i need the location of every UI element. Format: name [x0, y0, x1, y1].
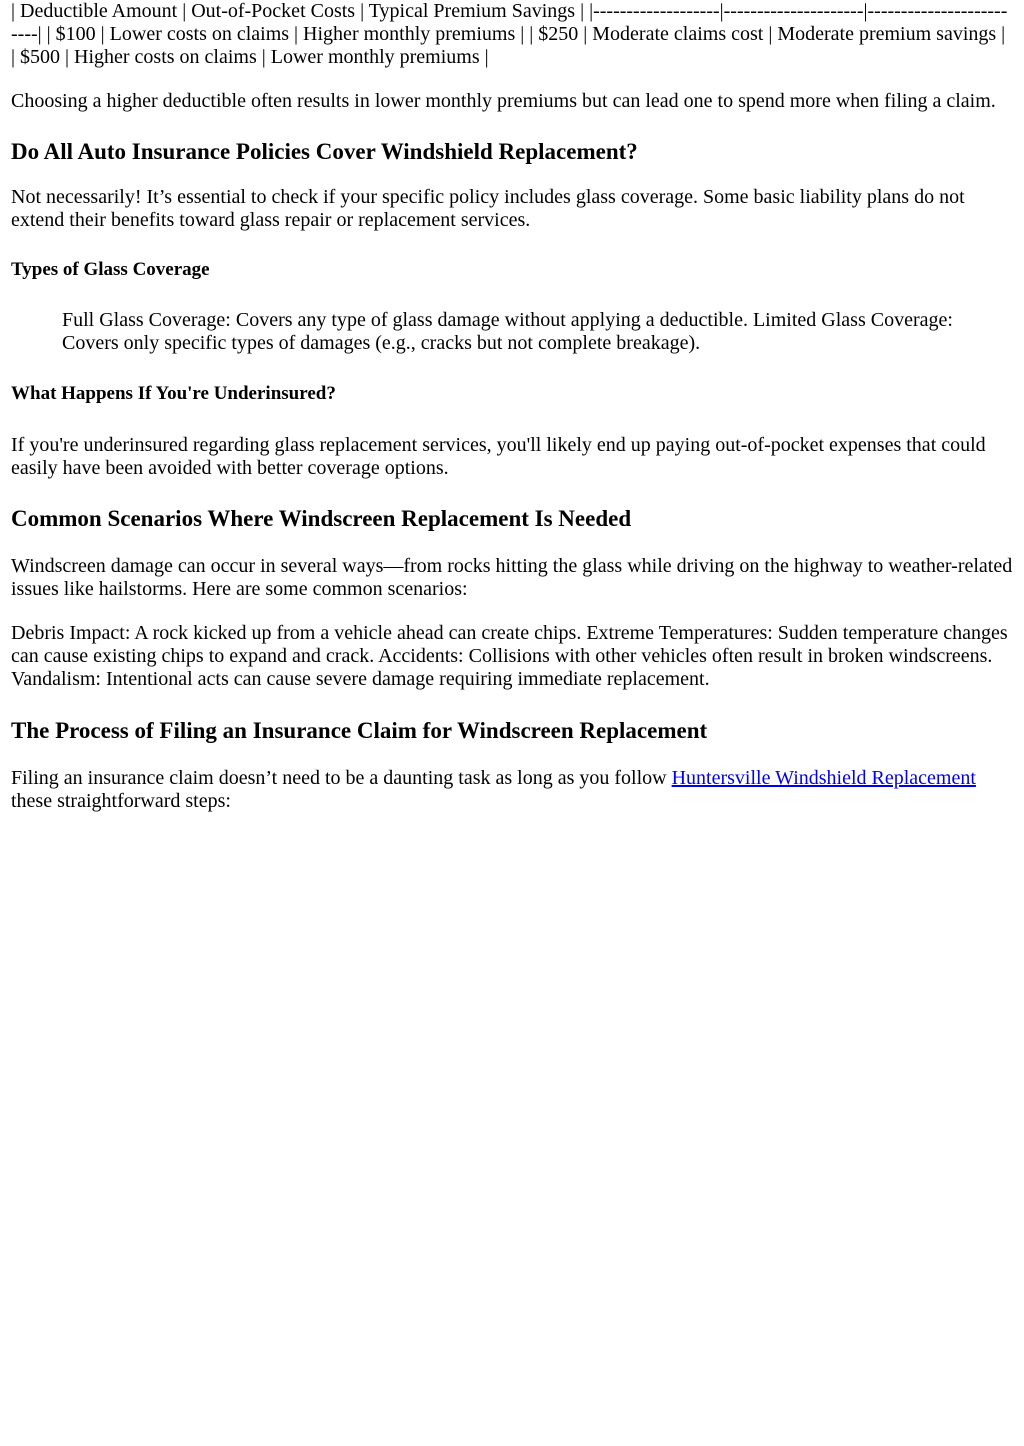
- scenarios-heading: Common Scenarios Where Windscreen Replacement Is Needed: [11, 506, 632, 531]
- glass-types-heading: Types of Glass Coverage: [11, 259, 210, 280]
- coverage-heading: Do All Auto Insurance Policies Cover Windshield Replacement?: [11, 139, 638, 164]
- deductible-paragraph: Choosing a higher deductible often results in lower monthly premiums but can lead one to spend more when filing a claim.: [11, 90, 996, 112]
- scenarios-intro: Windscreen damage can occur in several ways—from rocks hitting the glass while driving on the highway to weather-related issues like hailstorms. Here are some common scenarios:: [11, 555, 1013, 600]
- process-text-before-link: Filing an insurance claim doesn’t need to be a daunting task as long as you follow: [11, 767, 672, 789]
- glass-types-quote: Full Glass Coverage: Covers any type of glass damage without applying a deductible. Limited Glass Coverage: Covers only specific types of damages (e.g., cracks but not complete breakage).: [62, 309, 953, 354]
- process-text-after-link: these straightforward steps:: [11, 790, 231, 812]
- scenarios-list: Debris Impact: A rock kicked up from a vehicle ahead can create chips. Extreme Temperatures: Sudden temperature changes can cause existing chips to expand and crack. Accidents: Collisions with other vehicles often result in broken windscreens. Vandalism: Intentional acts can cause severe damage requiring immediate replacement.: [11, 622, 1008, 690]
- deductible-table-text: | Deductible Amount | Out-of-Pocket Costs | Typical Premium Savings | |-------------------|---------------------|-------------------------| | $100 | Lower costs on claims | Higher monthly premiums | | $250 | Moderate claims cost | Moderate premium savings | | $500 | Higher costs on claims | Lower monthly premiums |: [11, 0, 1008, 68]
- underinsured-paragraph: If you're underinsured regarding glass replacement services, you'll likely end up paying out-of-pocket expenses that could easily have been avoided with better coverage options.: [11, 434, 986, 479]
- coverage-paragraph: Not necessarily! It’s essential to check if your specific policy includes glass coverage. Some basic liability plans do not extend their benefits toward glass repair or replacement services.: [11, 186, 965, 231]
- process-heading: The Process of Filing an Insurance Claim for Windscreen Replacement: [11, 718, 708, 743]
- process-paragraph: [11, 767, 1013, 813]
- huntersville-link[interactable]: Huntersville Windshield Replacement: [671, 767, 976, 789]
- underinsured-heading: What Happens If You're Underinsured?: [11, 383, 336, 404]
